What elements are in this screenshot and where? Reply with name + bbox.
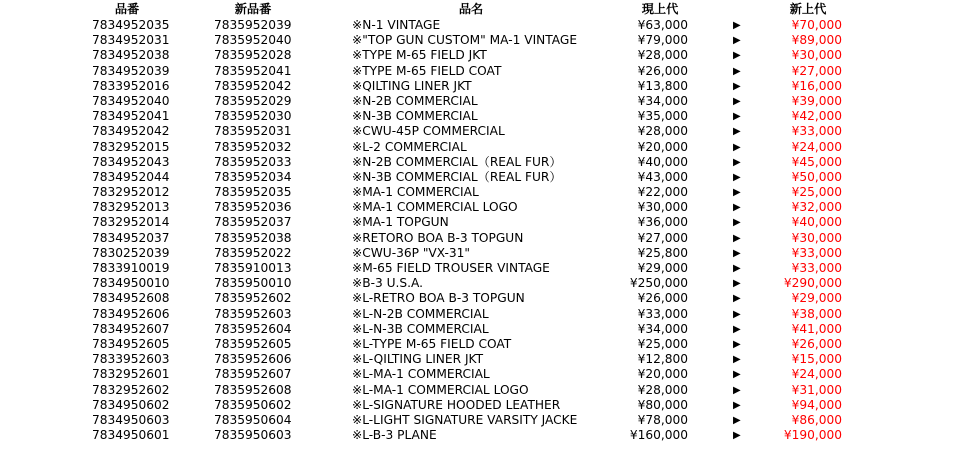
new-price-cell: ¥33,000 — [791, 261, 842, 275]
table-row — [0, 33, 956, 48]
product-name-cell: ※L-2 COMMERCIAL — [352, 139, 467, 154]
table-row — [0, 367, 956, 382]
new-code-cell: 7835952033 — [214, 154, 292, 169]
old-code-cell: 7832952013 — [92, 200, 170, 215]
product-name-cell: ※CWU-45P COMMERCIAL — [352, 124, 505, 139]
new-code-cell: 7835950604 — [214, 412, 292, 427]
product-name-cell: ※L-TYPE M-65 FIELD COAT — [352, 336, 512, 351]
product-name-cell: ※L-N-3B COMMERCIAL — [352, 321, 489, 336]
current-price-cell: ¥20,000 — [637, 367, 688, 382]
old-code-cell: 7833952603 — [92, 352, 170, 367]
product-name-cell: ※L-RETRO BOA B-3 TOPGUN — [352, 291, 525, 306]
current-price-cell: ¥28,000 — [637, 382, 688, 397]
new-code-cell: 7835952029 — [214, 93, 292, 108]
product-name-cell: ※MA-1 COMMERCIAL — [352, 185, 479, 200]
new-code-cell: 7835952038 — [214, 230, 292, 245]
current-price-cell: ¥63,000 — [637, 18, 688, 32]
product-name-cell: ※N-3B COMMERCIAL（REAL FUR） — [352, 169, 562, 184]
arrow-icon: ▶ — [733, 293, 741, 305]
table-row — [0, 140, 956, 155]
old-code-cell: 7833952016 — [92, 78, 170, 93]
old-code-cell: 7834952041 — [92, 109, 170, 124]
new-price-cell: ¥38,000 — [791, 306, 842, 321]
table-row — [0, 291, 956, 306]
arrow-icon: ▶ — [733, 202, 741, 214]
new-price-cell: ¥29,000 — [791, 291, 842, 306]
table-row — [0, 109, 956, 124]
product-name-cell: ※M-65 FIELD TROUSER VINTAGE — [352, 261, 550, 275]
new-code-cell: 7835952022 — [214, 245, 292, 260]
current-price-cell: ¥36,000 — [637, 215, 688, 230]
old-code-cell: 7833910019 — [92, 261, 170, 275]
product-name-cell: ※L-B-3 PLANE — [352, 428, 437, 443]
table-row — [0, 383, 956, 398]
product-name-cell: ※N-2B COMMERCIAL — [352, 93, 478, 108]
table-row — [0, 215, 956, 230]
old-code-cell: 7834952040 — [92, 93, 170, 108]
new-price-cell: ¥41,000 — [791, 321, 842, 336]
table-row — [0, 64, 956, 79]
product-name-cell: ※N-2B COMMERCIAL（REAL FUR） — [352, 154, 562, 169]
old-code-cell: 7834952031 — [92, 33, 170, 48]
old-code-cell: 7830252039 — [92, 245, 170, 260]
product-name-cell: ※N-3B COMMERCIAL — [352, 109, 478, 124]
new-price-cell: ¥32,000 — [791, 200, 842, 215]
old-code-cell: 7834952608 — [92, 291, 170, 306]
new-code-cell: 7835952032 — [214, 139, 292, 154]
current-price-cell: ¥25,000 — [637, 336, 688, 351]
arrow-icon: ▶ — [733, 111, 741, 123]
header-new-price: 新上代 — [789, 2, 827, 16]
table-body — [0, 18, 956, 443]
old-code-cell: 7832952014 — [92, 215, 170, 230]
new-code-cell: 7835952037 — [214, 215, 292, 230]
new-code-cell: 7835952604 — [214, 321, 292, 336]
product-name-cell: ※TYPE M-65 FIELD JKT — [352, 48, 487, 63]
current-price-cell: ¥160,000 — [629, 428, 688, 443]
new-price-cell: ¥16,000 — [791, 78, 842, 93]
current-price-cell: ¥35,000 — [637, 109, 688, 124]
new-price-cell: ¥26,000 — [791, 336, 842, 351]
new-code-cell: 7835910013 — [214, 261, 292, 275]
old-code-cell: 7832952015 — [92, 139, 170, 154]
table-row — [0, 322, 956, 337]
new-code-cell: 7835952603 — [214, 306, 292, 321]
new-code-cell: 7835952607 — [214, 367, 292, 382]
product-name-cell: ※N-1 VINTAGE — [352, 18, 441, 32]
table-row — [0, 307, 956, 322]
current-price-cell: ¥43,000 — [637, 169, 688, 184]
header-current-price: 現上代 — [641, 2, 679, 16]
current-price-cell: ¥28,000 — [637, 48, 688, 63]
new-price-cell: ¥31,000 — [791, 382, 842, 397]
arrow-icon: ▶ — [733, 369, 741, 381]
arrow-icon: ▶ — [733, 217, 741, 229]
arrow-icon: ▶ — [733, 141, 741, 153]
current-price-cell: ¥33,000 — [637, 306, 688, 321]
old-code-cell: 7832952012 — [92, 185, 170, 200]
current-price-cell: ¥78,000 — [637, 412, 688, 427]
new-code-cell: 7835950010 — [214, 276, 292, 291]
new-code-cell: 7835952608 — [214, 382, 292, 397]
current-price-cell: ¥29,000 — [637, 261, 688, 275]
current-price-cell: ¥34,000 — [637, 93, 688, 108]
arrow-icon: ▶ — [733, 20, 741, 31]
product-name-cell: ※L-SIGNATURE HOODED LEATHER — [352, 397, 561, 412]
table-row — [0, 276, 956, 291]
arrow-icon: ▶ — [733, 35, 741, 47]
new-code-cell: 7835950602 — [214, 397, 292, 412]
arrow-icon: ▶ — [733, 50, 741, 62]
new-code-cell: 7835952028 — [214, 48, 292, 63]
arrow-icon: ▶ — [733, 95, 741, 107]
new-code-cell: 7835952035 — [214, 185, 292, 200]
current-price-cell: ¥22,000 — [637, 185, 688, 200]
new-code-cell: 7835952039 — [214, 18, 292, 32]
table-row — [0, 18, 956, 33]
arrow-icon: ▶ — [733, 80, 741, 92]
table-row — [0, 155, 956, 170]
new-price-cell: ¥33,000 — [791, 124, 842, 139]
old-code-cell: 7834952039 — [92, 63, 170, 78]
current-price-cell: ¥80,000 — [637, 397, 688, 412]
header-new-code: 新品番 — [234, 2, 272, 16]
arrow-icon: ▶ — [733, 247, 741, 259]
product-name-cell: ※L-MA-1 COMMERCIAL — [352, 367, 490, 382]
old-code-cell: 7834950601 — [92, 428, 170, 443]
table-row — [0, 398, 956, 413]
product-name-cell: ※TYPE M-65 FIELD COAT — [352, 63, 502, 78]
current-price-cell: ¥40,000 — [637, 154, 688, 169]
arrow-icon: ▶ — [733, 65, 741, 77]
product-name-cell: ※MA-1 TOPGUN — [352, 215, 449, 230]
arrow-icon: ▶ — [733, 126, 741, 138]
arrow-icon: ▶ — [733, 354, 741, 366]
new-code-cell: 7835952036 — [214, 200, 292, 215]
arrow-icon: ▶ — [733, 399, 741, 411]
current-price-cell: ¥26,000 — [637, 63, 688, 78]
old-code-cell: 7834950602 — [92, 397, 170, 412]
current-price-cell: ¥27,000 — [637, 230, 688, 245]
new-code-cell: 7835952041 — [214, 63, 292, 78]
new-price-cell: ¥45,000 — [791, 154, 842, 169]
table-row — [0, 200, 956, 215]
current-price-cell: ¥20,000 — [637, 139, 688, 154]
table-row — [0, 261, 956, 276]
table-row — [0, 124, 956, 139]
table-row — [0, 413, 956, 428]
table-row — [0, 231, 956, 246]
current-price-cell: ¥12,800 — [637, 352, 688, 367]
new-price-cell: ¥70,000 — [791, 18, 842, 32]
new-price-cell: ¥30,000 — [791, 48, 842, 63]
product-name-cell: ※MA-1 COMMERCIAL LOGO — [352, 200, 518, 215]
current-price-cell: ¥13,800 — [637, 78, 688, 93]
table-row — [0, 185, 956, 200]
product-name-cell: ※CWU-36P "VX-31" — [352, 245, 471, 260]
arrow-icon: ▶ — [733, 263, 741, 274]
new-price-cell: ¥24,000 — [791, 367, 842, 382]
new-price-cell: ¥42,000 — [791, 109, 842, 124]
current-price-cell: ¥28,000 — [637, 124, 688, 139]
current-price-cell: ¥79,000 — [637, 33, 688, 48]
table-row — [0, 352, 956, 367]
current-price-cell: ¥34,000 — [637, 321, 688, 336]
new-code-cell: 7835952034 — [214, 169, 292, 184]
new-code-cell: 7835952040 — [214, 33, 292, 48]
arrow-icon: ▶ — [733, 384, 741, 396]
new-price-cell: ¥190,000 — [783, 428, 842, 443]
old-code-cell: 7834952043 — [92, 154, 170, 169]
arrow-icon: ▶ — [733, 430, 741, 442]
arrow-icon: ▶ — [733, 338, 741, 350]
new-code-cell: 7835952031 — [214, 124, 292, 139]
old-code-cell: 7834950010 — [92, 276, 170, 291]
new-price-cell: ¥39,000 — [791, 93, 842, 108]
new-code-cell: 7835950603 — [214, 428, 292, 443]
product-name-cell: ※L-N-2B COMMERCIAL — [352, 306, 489, 321]
new-price-cell: ¥27,000 — [791, 63, 842, 78]
current-price-cell: ¥30,000 — [637, 200, 688, 215]
current-price-cell: ¥25,800 — [637, 245, 688, 260]
arrow-icon: ▶ — [733, 278, 741, 290]
current-price-cell: ¥250,000 — [629, 276, 688, 291]
new-price-cell: ¥15,000 — [791, 352, 842, 367]
table-header — [0, 0, 956, 18]
product-name-cell: ※QILTING LINER JKT — [352, 78, 472, 93]
new-price-cell: ¥25,000 — [791, 185, 842, 200]
arrow-icon: ▶ — [733, 156, 741, 168]
arrow-icon: ▶ — [733, 308, 741, 320]
old-code-cell: 7834952037 — [92, 230, 170, 245]
new-price-cell: ¥33,000 — [791, 245, 842, 260]
new-code-cell: 7835952602 — [214, 291, 292, 306]
old-code-cell: 7834952038 — [92, 48, 170, 63]
new-price-cell: ¥30,000 — [791, 230, 842, 245]
old-code-cell: 7834952607 — [92, 321, 170, 336]
table-row — [0, 428, 956, 443]
new-code-cell: 7835952605 — [214, 336, 292, 351]
new-code-cell: 7835952606 — [214, 352, 292, 367]
table-row — [0, 246, 956, 261]
old-code-cell: 7834952044 — [92, 169, 170, 184]
table-row — [0, 79, 956, 94]
table-row — [0, 170, 956, 185]
arrow-icon: ▶ — [733, 414, 741, 426]
arrow-icon: ▶ — [733, 187, 741, 199]
old-code-cell: 7834952042 — [92, 124, 170, 139]
product-name-cell: ※RETORO BOA B-3 TOPGUN — [352, 230, 524, 245]
old-code-cell: 7834950603 — [92, 412, 170, 427]
old-code-cell: 7832952601 — [92, 367, 170, 382]
new-price-cell: ¥290,000 — [783, 276, 842, 291]
header-old-code: 品番 — [114, 2, 140, 16]
new-price-cell: ¥40,000 — [791, 215, 842, 230]
old-code-cell: 7834952035 — [92, 18, 170, 32]
current-price-cell: ¥26,000 — [637, 291, 688, 306]
old-code-cell: 7834952605 — [92, 336, 170, 351]
product-name-cell: ※L-QILTING LINER JKT — [352, 352, 484, 367]
new-price-cell: ¥89,000 — [791, 33, 842, 48]
arrow-icon: ▶ — [733, 323, 741, 335]
new-price-cell: ¥50,000 — [791, 169, 842, 184]
header-name: 品名 — [458, 2, 484, 16]
table-row — [0, 48, 956, 63]
product-name-cell: ※L-LIGHT SIGNATURE VARSITY JACKE — [352, 412, 578, 427]
table-row — [0, 94, 956, 109]
old-code-cell: 7834952606 — [92, 306, 170, 321]
new-price-cell: ¥94,000 — [791, 397, 842, 412]
product-name-cell: ※"TOP GUN CUSTOM" MA-1 VINTAGE — [352, 33, 578, 48]
new-code-cell: 7835952030 — [214, 109, 292, 124]
new-price-cell: ¥86,000 — [791, 412, 842, 427]
product-name-cell: ※L-MA-1 COMMERCIAL LOGO — [352, 382, 529, 397]
new-code-cell: 7835952042 — [214, 78, 292, 93]
arrow-icon: ▶ — [733, 232, 741, 244]
table-row — [0, 337, 956, 352]
arrow-icon: ▶ — [733, 171, 741, 183]
product-name-cell: ※B-3 U.S.A. — [352, 276, 424, 291]
old-code-cell: 7832952602 — [92, 382, 170, 397]
new-price-cell: ¥24,000 — [791, 139, 842, 154]
